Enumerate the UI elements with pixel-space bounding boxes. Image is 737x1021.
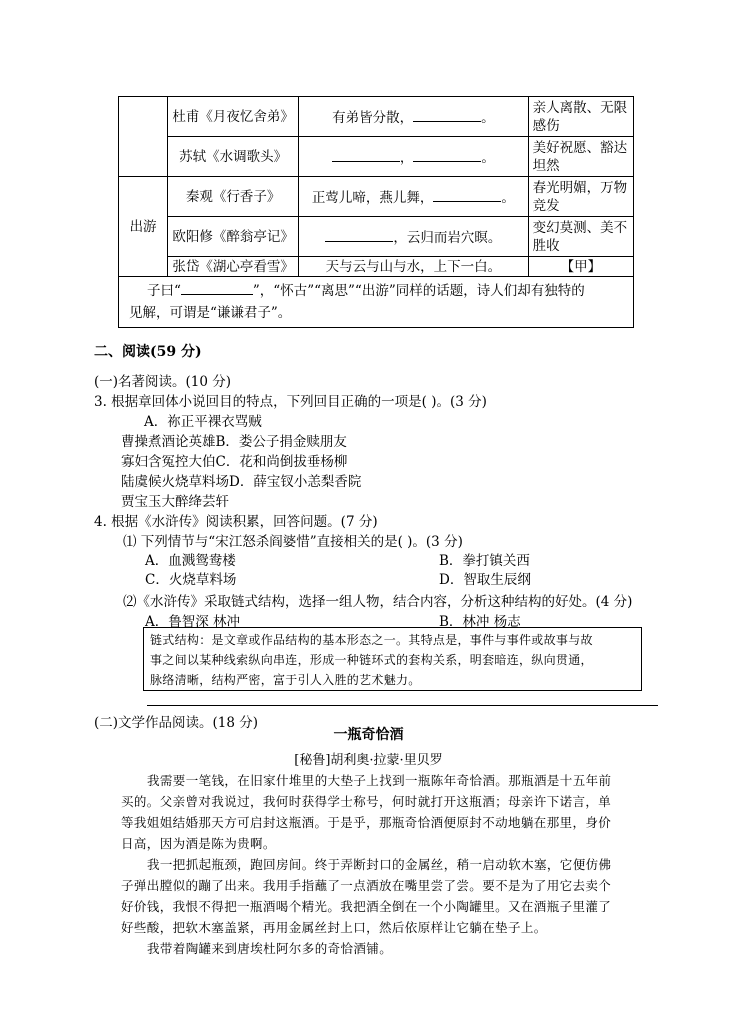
table-row (119, 257, 634, 277)
fill-blank[interactable] (413, 107, 481, 122)
poem-line: ，云归而岩穴暝。 (299, 217, 529, 257)
option-b[interactable]: B．拳打镇关西 (439, 553, 530, 569)
feeling-cell: 变幻莫测、美不 胜收 (528, 217, 633, 257)
question-4-stem: 4. 根据《水浒传》阅读积累，回答问题。(7 分) (94, 514, 378, 530)
poem-table (118, 96, 634, 328)
option-a[interactable]: A．血溅鸳鸯楼 (145, 553, 236, 569)
note-line: 链式结构：是文章或作品结构的基本形态之一。其特点是，事件与事件或故事与故 (150, 633, 593, 647)
q3-line: 曹操煮酒论英雄B．娄公子捐金赎朋友 (121, 434, 347, 450)
part-heading: (一)名著阅读。(10 分) (94, 374, 232, 390)
feeling-cell-jia: 【甲】 (528, 257, 633, 277)
table-row (119, 97, 634, 137)
table-row (119, 217, 634, 257)
part-heading: (二)文学作品阅读。(18 分) (94, 715, 259, 731)
poem-line: 天与云与山与水，上下一白。 (299, 257, 529, 277)
q3-line: 寡妇含冤控大伯C．花和尚倒拔垂杨柳 (121, 454, 348, 470)
q3-line: 陆虞候火烧草料场D．薛宝钗小恙梨香院 (121, 474, 362, 490)
section-heading: 二、阅读(59 分) (94, 344, 202, 360)
feeling-cell: 美好祝愿、豁达 坦然 (528, 137, 633, 177)
story-line: 买的。父亲曾对我说过，我何时获得学士称号，何时就打开这瓶酒；母亲许下诺言，单 (121, 794, 612, 809)
feeling-cell: 亲人离散、无限 感伤 (528, 97, 633, 137)
fill-blank[interactable] (433, 187, 501, 202)
poem-title: 杜甫《月夜忆舍弟》 (168, 97, 299, 137)
note-line: 事之间以某种线索纵向串连，形成一种链环式的套构关系，明套暗连，纵向贯通， (150, 653, 593, 667)
story-line: 日高，因为酒是陈为贵啊。 (121, 836, 276, 851)
story-line: 子弹出膛似的蹦了出来。我用手指蘸了一点酒放在嘴里尝了尝。要不是为了用它去卖个 (121, 878, 612, 893)
option-b[interactable]: B．林冲 杨志 (439, 614, 521, 630)
q4-sub2: ⑵《水浒传》采取链式结构，选择一组人物，结合内容，分析这种结构的好处。(4 分) (123, 594, 633, 610)
q4-sub1: ⑴ 下列情节与“宋江怒杀阎婆惜”直接相关的是( )。(3 分) (123, 534, 463, 550)
divider (147, 705, 658, 706)
fill-blank[interactable] (332, 147, 400, 162)
q3-line: 贾宝玉大醉绛芸轩 (121, 494, 229, 510)
story-line: 我一把抓起瓶颈，跑回房间。终于弄断封口的金属丝，稍一启动软木塞，它便仿佛 (147, 857, 612, 872)
poem-title: 秦观《行香子》 (168, 177, 299, 217)
story-title: 一瓶奇恰酒 (333, 727, 404, 743)
option-c[interactable]: C．火烧草料场 (145, 572, 237, 588)
poem-line: ， 。 (299, 137, 529, 177)
summary-cell: 子曰“ ”，“怀古”“离思”“出游”同样的话题，诗人们却有独特的 见解，可谓是“谦谦君子”。 (119, 277, 634, 328)
table-row (119, 277, 634, 328)
poem-line: 正莺儿啼，燕儿舞， 。 (299, 177, 529, 217)
story-line: 好价钱，我恨不得把一瓶酒喝个精光。我把酒全倒在一个小陶罐里。又在酒瓶子里灌了 (121, 899, 612, 914)
category-cell-empty (119, 97, 168, 177)
story-line: 好些酸，把软木塞盖紧，再用金属丝封上口，然后依原样让它躺在垫子上。 (121, 920, 547, 935)
fill-blank[interactable] (325, 227, 393, 242)
q3-line: A．祢正平裸衣骂贼 (144, 414, 262, 430)
poem-title: 苏轼《水调歌头》 (168, 137, 299, 177)
table-row (119, 177, 634, 217)
question-3-stem: 3. 根据章回体小说回目的特点，下列回目正确的一项是( )。(3 分) (94, 394, 487, 410)
story-author: [秘鲁]胡利奥·拉蒙·里贝罗 (294, 753, 443, 768)
note-line: 脉络清晰，结构严密，富于引人入胜的艺术魅力。 (150, 673, 421, 687)
category-cell: 出游 (119, 177, 168, 277)
feeling-cell: 春光明媚，万物 竞发 (528, 177, 633, 217)
table-row (119, 137, 634, 177)
definition-box (143, 627, 642, 691)
poem-line: 有弟皆分散， 。 (299, 97, 529, 137)
story-line: 等我姐姐结婚那天方可启封这瓶酒。于是乎，那瓶奇恰酒便原封不动地躺在那里，身价 (121, 815, 612, 830)
story-line: 我带着陶罐来到唐埃杜阿尔多的奇恰酒铺。 (147, 941, 393, 956)
option-a[interactable]: A．鲁智深 林冲 (145, 614, 241, 630)
fill-blank[interactable] (413, 147, 481, 162)
option-d[interactable]: D．智取生辰纲 (439, 572, 531, 588)
story-line: 我需要一笔钱，在旧家什堆里的大垫子上找到一瓶陈年奇恰酒。那瓶酒是十五年前 (147, 773, 612, 788)
fill-blank[interactable] (181, 280, 253, 295)
poem-title: 张岱《湖心亭看雪》 (168, 257, 299, 277)
poem-title: 欧阳修《醉翁亭记》 (168, 217, 299, 257)
